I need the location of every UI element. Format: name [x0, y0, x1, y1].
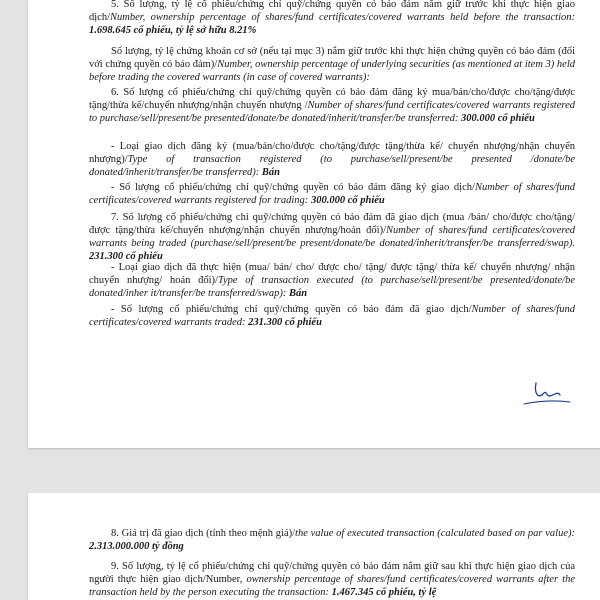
handwritten-signature	[516, 377, 576, 409]
item-6a-value: Bán	[261, 167, 280, 179]
item-7a-text: - Loại giao dịch đã thực hiện (mua/ bán/ cho/ được cho/ tặng/ được tặng/ thừa kế/ chuyển nhượng/ nhận chuyển nhượng/ hoán đổi)/	[89, 262, 575, 287]
item-7b-english: Number of shares/fund certificates/covered warrants traded:	[89, 304, 575, 329]
item-5-english: Number, ownership percentage of shares/fund certificates/covered warrants held before the transaction:	[110, 12, 575, 24]
item-6a-english: Type of transaction registered (to purchase/sell/present/be presented /donate/be donated/inherit/transfer/be transferred):	[89, 154, 575, 179]
item-5-holdings-before	[89, 0, 575, 37]
item-7-english: Number of shares/fund certificates/covered warrants being traded (purchase/sell/present/be present/donate/be donated/inherit/transfer/be transferred/swap).	[89, 225, 575, 250]
item-6-text: 6. Số lượng cổ phiếu/chứng chỉ quỹ/chứng quyền có bảo đảm đăng ký mua/bán/cho/được cho/tặng/được tặng/thừa kế/chuyển nhượng/nhận chuyển nhượng /	[89, 87, 575, 112]
item-6-registered-for-trading	[89, 181, 575, 207]
item-9-english: ownership percentage of shares/fund certificates/covered warrants after the transaction held by the person executing the transaction:	[89, 574, 575, 599]
item-7-text: 7. Số lượng cổ phiếu/chứng chỉ quỹ/chứng quyền có bảo đảm đã giao dịch (mua /bán/ cho/được cho/tặng/được tặng/thừa kế/chuyển nhượng/nhận chuyển nhượng/hoán đổi)/	[89, 212, 575, 237]
item-5-text: 5. Số lượng, tỷ lệ cổ phiếu/chứng chỉ quỹ/chứng quyền có bảo đảm nắm giữ trước khi thực hiện giao dịch/	[89, 0, 575, 24]
item-6-registered-quantity	[89, 86, 575, 125]
item-7-traded-quantity	[89, 211, 575, 263]
item-6b-english: Number of shares/fund certificates/covered warrants registered for trading:	[89, 182, 575, 207]
item-6-english: Number of shares/fund certificates/covered warrants registered to purchase/sell/present/be presented/donate/be donated/inherit/transfer/be transferred:	[89, 100, 575, 125]
item-6b-value: 300.000 cổ phiếu	[310, 195, 385, 207]
item-9-text: 9. Số lượng, tỷ lệ cổ phiếu/chứng chỉ quỹ/chứng quyền có bảo đảm nắm giữ sau khi thực hiện giao dịch của người thực hiện giao dịch/Number,	[89, 561, 575, 586]
item-8-executed-value	[89, 527, 575, 553]
document-page-2	[28, 493, 600, 600]
item-8-english: the value of executed transaction (calculated based on par value):	[295, 528, 575, 539]
item-9-holdings-after	[89, 560, 575, 599]
item-7b-text: - Số lượng cổ phiếu/chứng chỉ quỹ/chứng quyền có bảo đảm đã giao dịch/	[111, 304, 472, 315]
item-7-transaction-type	[89, 261, 575, 300]
underlying-english: Number, ownership percentage of underlying securities (as mentioned at item 3) held before trading the covered warrants (in case of covered warrants):	[89, 59, 575, 84]
item-6b-text: - Số lượng cổ phiếu/chứng chỉ quỹ/chứng quyền có bảo đảm đăng ký giao dịch/	[111, 182, 475, 193]
underlying-securities-before	[89, 45, 575, 84]
item-5-value: 1.698.645 cổ phiếu, tỷ lệ sở hữu 8.21%	[89, 25, 257, 37]
item-8-text: 8. Giá trị đã giao dịch (tính theo mệnh giá)/	[111, 528, 296, 539]
item-6-transaction-type	[89, 140, 575, 179]
item-9-value: 1.467.345 cổ phiếu, tỷ lệ	[331, 587, 437, 599]
underlying-text: Số lượng, tỷ lệ chứng khoán cơ sở (nếu tại mục 3) nắm giữ trước khi thực hiện chứng quyền có bảo đảm (đối với chứng quyền có bảo đảm)/	[89, 46, 575, 71]
item-7b-value: 231.300 cổ phiếu	[248, 317, 322, 329]
item-8-value: 2.313.000.000 tỷ đồng	[89, 541, 184, 553]
item-7a-english: Type of transaction executed (to purchase/sell/present/be presented/donate/be donated/inher it/transfer/be transferred/swap):	[89, 275, 575, 300]
item-7-value: 231.300 cổ phiếu	[89, 251, 163, 263]
item-6a-text: - Loại giao dịch đăng ký (mua/bán/cho/được cho/tặng/được tặng/thừa kế/ chuyển nhượng/nhận chuyển nhượng)/	[89, 141, 575, 166]
item-7-traded-shares	[89, 303, 575, 329]
item-6-value: 300.000 cổ phiếu	[461, 113, 535, 125]
document-page-1	[28, 0, 600, 448]
item-7a-value: Bán	[288, 288, 308, 300]
